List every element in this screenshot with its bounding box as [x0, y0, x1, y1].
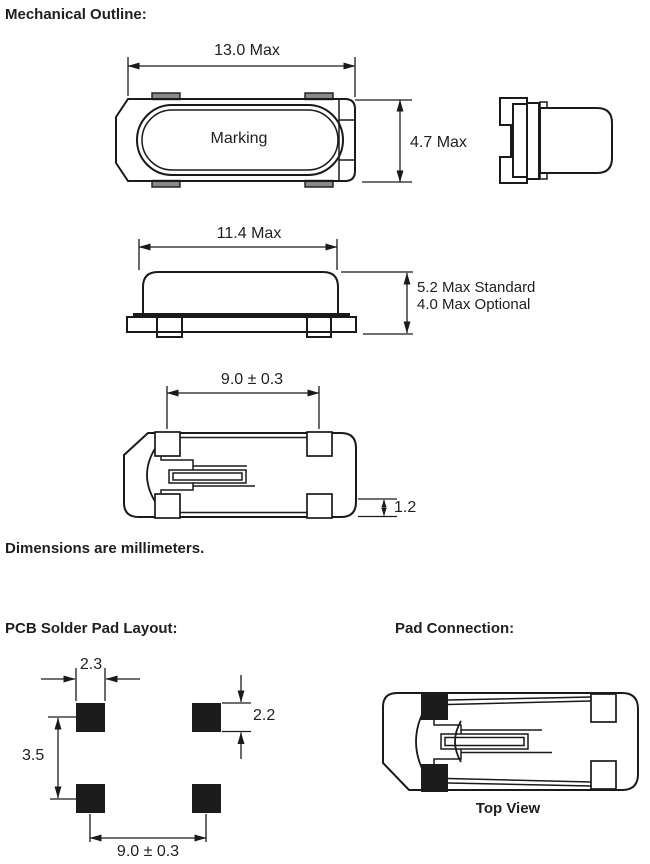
side-view-height-optional-label: 4.0 Max Optional	[417, 296, 531, 313]
end-view-drawing	[500, 98, 612, 183]
top-view-height-dimension	[355, 100, 412, 182]
bottom-view-crystal-mount	[161, 456, 255, 494]
pcb-column-pitch-label: 9.0 ± 0.3	[116, 843, 180, 860]
side-view-body	[143, 272, 338, 316]
top-view-drawing	[116, 57, 412, 187]
pcb-pad-layout-drawing	[41, 668, 251, 842]
pcb-pad-height-label: 2.2	[253, 707, 276, 724]
top-view-marking-label: Marking	[210, 130, 268, 147]
pad-connection-heading: Pad Connection:	[395, 620, 515, 637]
pad-connection-crystal-mount	[434, 720, 552, 764]
bottom-view-lead-spacing-label: 9.0 ± 0.3	[220, 371, 284, 388]
pcb-pad-height-dimension	[222, 675, 251, 759]
pcb-pad-width-label: 2.3	[79, 656, 103, 673]
end-view-body	[540, 108, 612, 173]
bottom-view-pad-length-dimension	[358, 499, 397, 517]
pad-connection-drawing	[383, 692, 638, 792]
pad-connection-caption: Top View	[475, 800, 541, 817]
top-view-end-seam	[339, 99, 354, 181]
side-view-foot-left	[157, 317, 182, 337]
side-view-foot-right	[307, 317, 331, 337]
side-view-width-label: 11.4 Max	[216, 225, 282, 242]
bottom-view-pad-length-label: 1.2	[394, 499, 417, 516]
side-view-height-dimension	[341, 272, 413, 334]
pcb-row-pitch-label: 3.5	[22, 747, 45, 764]
side-view-height-standard-label: 5.2 Max Standard	[417, 279, 536, 296]
top-view-width-label: 13.0 Max	[214, 42, 280, 59]
pad-connection-floating-pads	[591, 694, 616, 789]
pcb-column-pitch-dimension	[90, 814, 206, 842]
units-note: Dimensions are millimeters.	[5, 540, 205, 557]
pcb-pad-layout-heading: PCB Solder Pad Layout:	[5, 620, 178, 637]
bottom-view-drawing	[124, 386, 397, 518]
bottom-view-inner-edges	[180, 438, 307, 513]
pad-connection-seal-arc	[455, 721, 461, 762]
top-view-width-dimension	[128, 57, 355, 97]
top-view-height-label: 4.7 Max	[410, 134, 467, 151]
end-view-ticks	[540, 102, 547, 179]
pad-connection-connected-pads	[421, 692, 448, 792]
mechanical-outline-heading: Mechanical Outline:	[5, 6, 147, 23]
bottom-view-lead-spacing-dimension	[167, 386, 319, 429]
pcb-row-pitch-dimension	[48, 717, 76, 799]
bottom-view-pads	[155, 432, 332, 518]
pad-connection-seam-lines	[448, 697, 591, 786]
side-view-drawing	[127, 239, 413, 337]
end-view-bracket	[500, 98, 527, 183]
side-view-base	[127, 317, 356, 332]
pcb-pads	[76, 703, 221, 813]
side-view-width-dimension	[139, 239, 337, 270]
end-view-base-slab	[527, 103, 539, 179]
